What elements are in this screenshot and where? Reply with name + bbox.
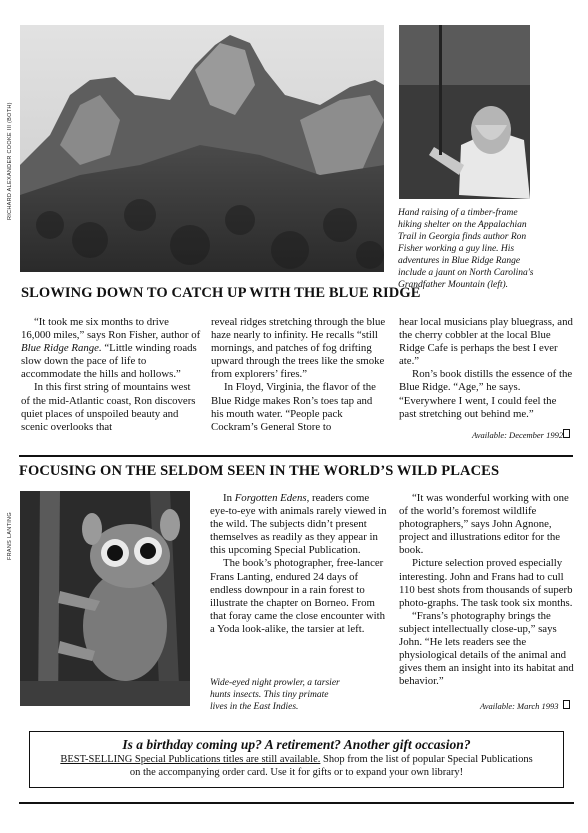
article2-col2 (399, 492, 574, 688)
article1-col3 (399, 316, 574, 421)
article1-col2-p2: In Floyd, Virginia, the flavor of the Blue Ridge makes Ron’s toes tap and his mouth water. “People pack Cockram’s General Store to (211, 381, 376, 433)
author-photo (399, 25, 530, 199)
photo-credit-tarsier: FRANS LANTING (7, 512, 13, 560)
article2-col1-text-a: In (223, 492, 235, 504)
article2-book-title: Forgotten Edens, (234, 492, 310, 504)
promo-headline: Is a birthday coming up? A retirement? Another gift occasion? (122, 737, 471, 752)
tarsier-image (20, 491, 190, 706)
article2-col1-p2: The book’s photographer, free-lancer Frans Lanting, endured 24 days of endless downpour in a rain forest to illustrate the chapter on Borneo. From that foray came the close encounter with a Yoda look-alike, the tarsier at left. (210, 557, 386, 635)
mountain-photo (20, 25, 384, 272)
tarsier-caption: Wide-eyed night prowler, a tarsier hunts insects. This tiny primate lives in the East Indies. (210, 678, 340, 712)
article2-col1-text-b: readers come eye-to-eye with animals rarely viewed in the wild. The subjects didn’t present themselves as readily as they appear in this upcoming Special Publication. (210, 492, 387, 557)
article2-available: Available: March 1993 (480, 701, 559, 711)
tarsier-photo (20, 491, 190, 706)
article1-col1-text-b: “Little winding roads slow down the pace of life to accommodate the hills and hollows.” (21, 342, 197, 381)
article1-end-mark (563, 429, 570, 438)
article2-col2-p3: “Frans’s photography brings the subject intellectually close-up,” says John. “He lets readers see the physiological details of the animal and gives them an insight into its habitat and behavior.” (399, 609, 574, 688)
mountain-image (20, 25, 384, 272)
promo-link[interactable]: BEST-SELLING Special Publications titles are still available. (60, 754, 321, 765)
promo-body (30, 754, 563, 779)
article2-col2-p1: “It was wonderful working with one of the world’s foremost wildlife photographers,” says John Agnone, project and illustrations editor for the book. (399, 492, 569, 557)
article-divider (19, 455, 573, 457)
article1-available: Available: December 1992 (472, 430, 564, 440)
article2-col2-p2: Picture selection proved especially interesting. John and Frans had to cull 110 best shots from thousands of superb photo-graphs. The task took six months. (399, 557, 573, 609)
article2-end-mark (563, 700, 570, 709)
article1-col3-p2: Ron’s book distills the essence of the Blue Ridge. “Age,” he says. “Everywhere I went, I could feel the past stretching out behind me.” (399, 368, 573, 420)
article2-col1 (210, 492, 388, 636)
promo-box (29, 731, 564, 788)
author-photo-caption: Hand raising of a timber-frame hiking shelter on the Appalachian Trail in Georgia finds author Ron Fisher working a guy line. His adventures in Blue Ridge Range include a jaunt on North Carolina's Grandfather Mountain (left). (398, 208, 534, 290)
article1-col1-p2: In this first string of mountains west of the mid-Atlantic coast, Ron discovers quiet places of unspoiled beauty and scenic overlooks that (21, 381, 196, 433)
article1-col2 (211, 316, 386, 434)
promo-line1-rest: Shop from the list of popular Special Publications (320, 754, 533, 765)
article1-book-title: Blue Ridge Range. (21, 342, 102, 355)
article2-headline: FOCUSING ON THE SELDOM SEEN IN THE WORLD’S WILD PLACES (19, 463, 500, 479)
article1-col2-p1: reveal ridges stretching through the blue haze nearly to infinity. He recalls “still mornings, and patches of fog drifting upward through the trees like the smoke from explorers’ fires.” (211, 316, 386, 381)
author-image (399, 25, 530, 199)
article1-col1-text-a: “It took me six months to drive 16,000 miles,” says Ron Fisher, author of (21, 316, 201, 342)
article1-col3-p1: hear local musicians play bluegrass, and the cherry cobbler at the local Blue Ridge Cafe is perhaps the best I ever ate.” (399, 316, 573, 368)
article1-headline: SLOWING DOWN TO CATCH UP WITH THE BLUE RIDGE (21, 285, 421, 301)
footer-rule (19, 802, 574, 804)
article1-col1 (21, 316, 201, 434)
promo-line2: on the accompanying order card. Use it for gifts or to expand your own library! (129, 766, 464, 778)
photo-credit-top: RICHARD ALEXANDER COOKE III (BOTH) (7, 102, 13, 220)
